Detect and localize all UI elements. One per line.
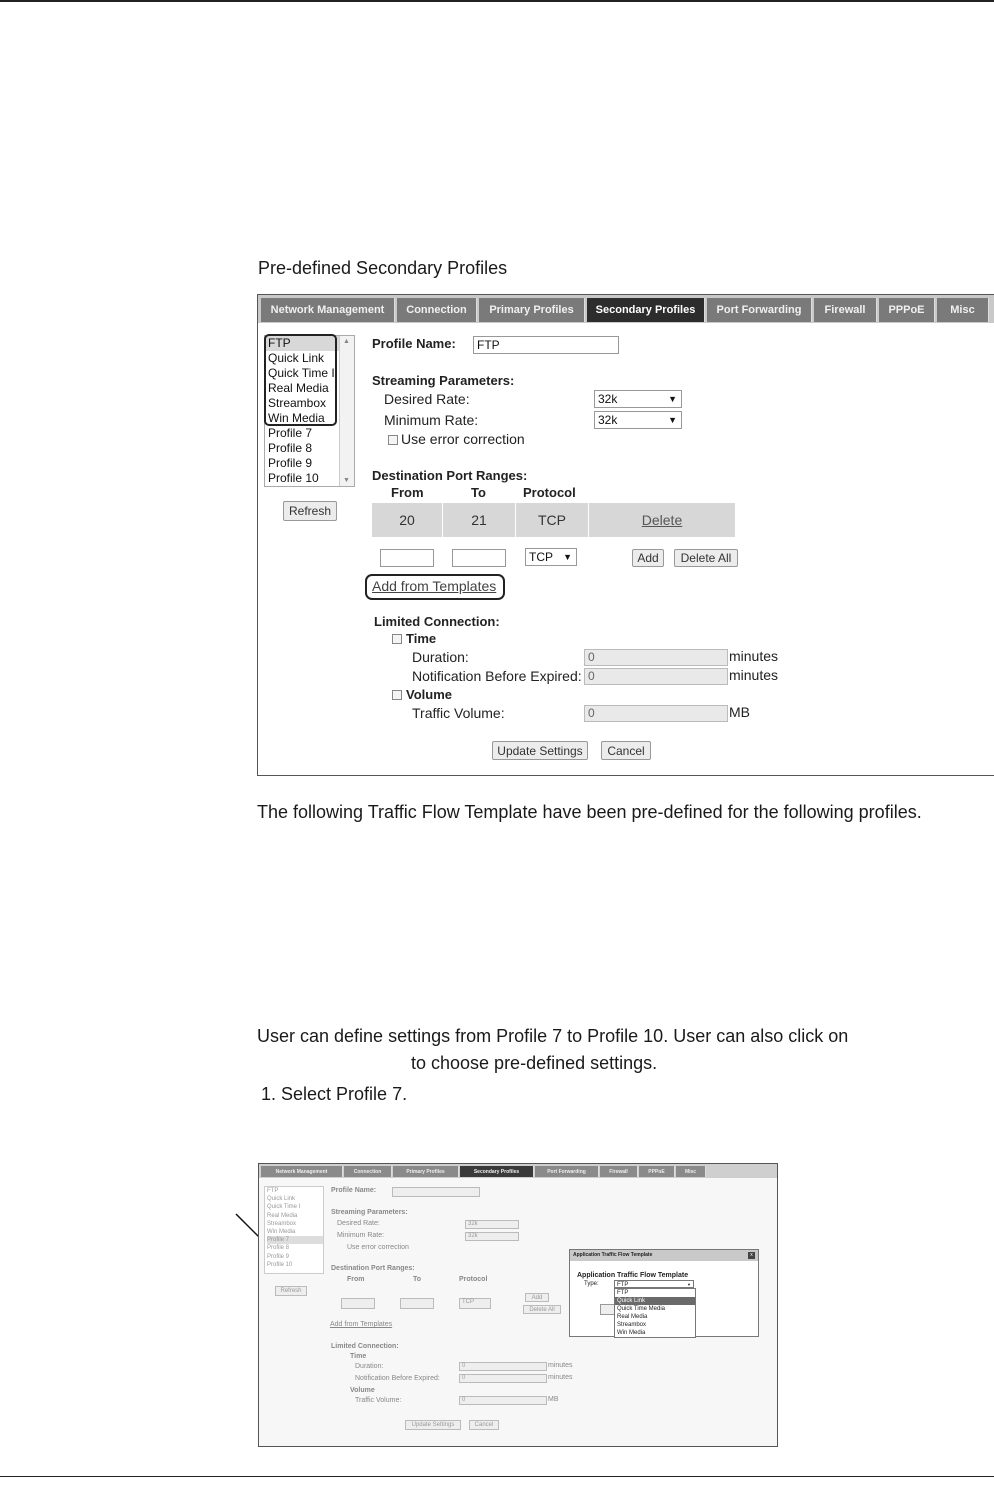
traffic-volume-unit: MB: [729, 704, 750, 720]
chevron-down-icon: ▼: [563, 552, 572, 562]
paragraph-2-line-2: to choose pre-defined settings.: [411, 1053, 658, 1073]
col-protocol: Protocol: [523, 485, 576, 500]
add-from-templates-link[interactable]: Add from Templates: [372, 578, 497, 594]
list-item[interactable]: Profile 10: [267, 1261, 293, 1268]
scroll-down-icon[interactable]: ▼: [343, 477, 350, 484]
profile-listbox[interactable]: [264, 1186, 324, 1274]
port-from-input[interactable]: [380, 549, 434, 567]
tab-network-management[interactable]: Network Management: [261, 298, 395, 322]
traffic-volume-label: Traffic Volume:: [355, 1397, 402, 1404]
traffic-volume-unit: MB: [548, 1396, 559, 1403]
tab-bar: [258, 295, 994, 323]
cancel-button[interactable]: Cancel: [469, 1420, 499, 1430]
predefined-profiles-highlight: [264, 334, 337, 426]
traffic-flow-template-dialog: [569, 1249, 759, 1337]
limited-connection-heading: Limited Connection:: [374, 614, 500, 629]
list-item[interactable]: Win Media: [267, 1229, 296, 1236]
update-settings-button[interactable]: Update Settings: [405, 1420, 461, 1430]
scroll-up-icon[interactable]: ▲: [343, 338, 350, 345]
tab-network-management[interactable]: Network Management: [261, 1166, 343, 1177]
traffic-volume-label: Traffic Volume:: [412, 705, 505, 721]
secondary-profiles-screenshot: [257, 294, 994, 776]
list-item[interactable]: Quick Time I: [268, 366, 335, 380]
desired-rate-label: Desired Rate:: [384, 391, 470, 407]
volume-label: Volume: [406, 687, 452, 702]
destination-port-ranges-heading: Destination Port Ranges:: [331, 1265, 415, 1272]
minimum-rate-label: Minimum Rate:: [384, 412, 479, 428]
desired-rate-value: 32k: [598, 392, 618, 406]
tab-primary-profiles[interactable]: Primary Profiles: [393, 1166, 459, 1177]
refresh-button[interactable]: Refresh: [275, 1286, 307, 1296]
error-correction-checkbox[interactable]: [388, 435, 398, 445]
notification-unit: minutes: [729, 667, 779, 683]
traffic-volume-input[interactable]: 0: [459, 1396, 547, 1405]
list-item[interactable]: Profile 7: [268, 426, 313, 440]
dialog-titlebar: Application Traffic Flow Template: [570, 1250, 758, 1261]
port-from-input[interactable]: [341, 1298, 375, 1309]
paragraph-1: The following Traffic Flow Template have been pre-defined for the following profiles.: [257, 802, 922, 822]
traffic-volume-input[interactable]: 0: [584, 705, 728, 722]
list-item[interactable]: Profile 7: [267, 1236, 323, 1244]
tab-firewall[interactable]: Firewall: [600, 1166, 638, 1177]
list-item[interactable]: Streambox: [268, 396, 327, 410]
chevron-down-icon: ▼: [668, 394, 677, 404]
tab-firewall[interactable]: Firewall: [814, 298, 877, 322]
list-item[interactable]: Profile 8: [267, 1245, 290, 1252]
table-row-protocol: TCP: [516, 503, 588, 537]
add-button[interactable]: Add: [632, 549, 664, 567]
add-from-templates-highlight: [365, 574, 505, 600]
select-profile-7-screenshot: [258, 1163, 778, 1447]
dropdown-option[interactable]: FTP: [617, 1290, 629, 1296]
col-from: From: [347, 1276, 365, 1283]
col-to: To: [413, 1276, 422, 1283]
list-item[interactable]: Real Media: [267, 1212, 298, 1219]
list-item[interactable]: Real Media: [268, 381, 329, 395]
col-from: From: [391, 485, 424, 500]
duration-unit: minutes: [548, 1362, 573, 1369]
type-value: FTP: [617, 1282, 629, 1288]
tab-connection[interactable]: Connection: [397, 298, 477, 322]
notification-unit: minutes: [548, 1374, 573, 1381]
list-item[interactable]: Profile 9: [268, 456, 313, 470]
notification-input[interactable]: 0: [459, 1374, 547, 1383]
col-protocol: Protocol: [459, 1276, 488, 1283]
list-item[interactable]: FTP: [265, 336, 354, 351]
profile-name-label: Profile Name:: [372, 336, 456, 351]
dropdown-option[interactable]: Win Media: [617, 1330, 646, 1336]
list-item[interactable]: Win Media: [268, 411, 325, 425]
profile-name-label: Profile Name:: [331, 1187, 377, 1194]
delete-all-button[interactable]: Delete All: [674, 549, 738, 567]
duration-label: Duration:: [412, 649, 469, 665]
minimum-rate-select[interactable]: 32k: [465, 1232, 519, 1241]
notification-label: Notification Before Expired:: [355, 1375, 440, 1382]
delete-all-button[interactable]: Delete All: [523, 1305, 561, 1314]
desired-rate-label: Desired Rate:: [337, 1220, 380, 1227]
duration-input[interactable]: 0: [459, 1362, 547, 1371]
streaming-parameters-heading: Streaming Parameters:: [372, 373, 515, 388]
volume-checkbox[interactable]: [392, 690, 402, 700]
tab-primary-profiles[interactable]: Primary Profiles: [479, 298, 585, 322]
volume-label: Volume: [350, 1387, 375, 1394]
dialog-heading: Application Traffic Flow Template: [577, 1272, 689, 1279]
step-1: 1. Select Profile 7.: [261, 1084, 408, 1104]
tab-port-forwarding[interactable]: Port Forwarding: [707, 298, 812, 322]
chevron-down-icon: ▼: [687, 1282, 691, 1287]
cancel-button[interactable]: Cancel: [601, 741, 651, 760]
list-item[interactable]: Profile 8: [268, 441, 313, 455]
tab-secondary-profiles[interactable]: Secondary Profiles: [460, 1166, 534, 1177]
duration-unit: minutes: [729, 648, 779, 664]
list-item[interactable]: Quick Link: [267, 1196, 296, 1203]
add-button[interactable]: Add: [525, 1293, 549, 1302]
add-from-templates-link[interactable]: Add from Templates: [330, 1321, 393, 1328]
list-item[interactable]: Streambox: [267, 1220, 297, 1227]
limited-connection-heading: Limited Connection:: [331, 1343, 399, 1350]
tab-connection[interactable]: Connection: [344, 1166, 392, 1177]
tab-secondary-profiles[interactable]: Secondary Profiles: [587, 298, 705, 322]
list-item[interactable]: FTP: [267, 1188, 279, 1194]
protocol-value: TCP: [529, 550, 553, 564]
list-item[interactable]: Quick Link: [268, 351, 325, 365]
error-correction-label: Use error correction: [401, 431, 525, 447]
destination-port-ranges-heading: Destination Port Ranges:: [372, 468, 528, 483]
refresh-button[interactable]: Refresh: [283, 501, 337, 521]
top-rule: [0, 0, 994, 2]
dropdown-option[interactable]: Real Media: [617, 1314, 648, 1320]
duration-input[interactable]: 0: [584, 649, 728, 666]
minimum-rate-select[interactable]: [594, 411, 682, 429]
desired-rate-select[interactable]: 32k: [465, 1220, 519, 1229]
dropdown-option[interactable]: Quick Time Media: [617, 1306, 666, 1312]
bottom-rule: [0, 1476, 994, 1477]
protocol-select[interactable]: TCP: [459, 1298, 491, 1309]
port-to-input[interactable]: [452, 549, 506, 567]
delete-row-link[interactable]: [589, 503, 735, 537]
protocol-select[interactable]: [525, 548, 577, 566]
profile-name-input[interactable]: [392, 1187, 480, 1197]
notification-label: Notification Before Expired:: [412, 668, 582, 684]
list-item[interactable]: Profile 10: [268, 471, 319, 485]
type-label: Type:: [584, 1281, 599, 1287]
notification-input[interactable]: 0: [584, 668, 728, 685]
col-to: To: [471, 485, 486, 500]
dropdown-option[interactable]: Quick Link: [615, 1297, 695, 1305]
time-label: Time: [350, 1353, 367, 1360]
minimum-rate-label: Minimum Rate:: [337, 1232, 385, 1239]
type-dropdown-list[interactable]: [614, 1288, 696, 1338]
delete-link-label: Delete: [641, 512, 683, 528]
list-item[interactable]: Profile 9: [267, 1253, 290, 1260]
update-settings-button[interactable]: Update Settings: [492, 741, 588, 760]
error-correction-label: Use error correction: [347, 1244, 409, 1251]
tab-port-forwarding[interactable]: Port Forwarding: [535, 1166, 599, 1177]
table-row-to: 21: [443, 503, 515, 537]
tab-pppoe[interactable]: PPPoE: [879, 298, 935, 322]
time-label: Time: [406, 631, 437, 646]
time-checkbox[interactable]: [392, 634, 402, 644]
section-heading: Pre-defined Secondary Profiles: [258, 258, 508, 278]
close-icon[interactable]: x: [748, 1252, 755, 1259]
duration-label: Duration:: [355, 1363, 384, 1370]
profile-name-input[interactable]: FTP: [473, 336, 619, 354]
tab-misc[interactable]: Misc: [937, 298, 989, 322]
dropdown-option[interactable]: Streambox: [617, 1322, 647, 1328]
minimum-rate-value: 32k: [598, 413, 618, 427]
tab-pppoe[interactable]: PPPoE: [639, 1166, 675, 1177]
list-item[interactable]: Quick Time I: [267, 1204, 301, 1211]
type-select[interactable]: [614, 1280, 694, 1288]
desired-rate-select[interactable]: [594, 390, 682, 408]
table-row-from: 20: [372, 503, 442, 537]
tab-misc[interactable]: Misc: [676, 1166, 706, 1177]
chevron-down-icon: ▼: [668, 415, 677, 425]
port-to-input[interactable]: [400, 1298, 434, 1309]
streaming-parameters-heading: Streaming Parameters:: [331, 1209, 408, 1216]
listbox-scrollbar[interactable]: [339, 336, 354, 486]
paragraph-2-line-1: User can define settings from Profile 7 to Profile 10. User can also click on: [257, 1026, 849, 1046]
